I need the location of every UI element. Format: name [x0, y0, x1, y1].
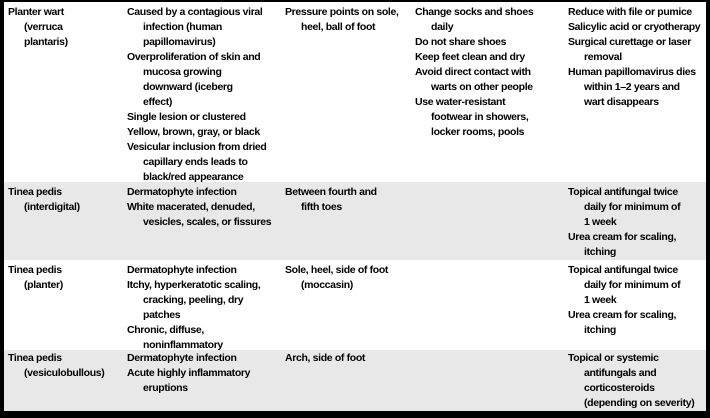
text-line: 1 week: [584, 294, 617, 306]
cell-entry: [568, 5, 706, 20]
cell-treatment: [564, 263, 706, 353]
cell-entry: [127, 323, 281, 353]
cell-entry: [127, 366, 281, 396]
cell-entry: [8, 351, 123, 381]
cell-entry: [285, 5, 411, 35]
cell-entry: [568, 351, 706, 411]
text-line: 1 week: [584, 216, 617, 228]
cell-entry: [127, 278, 281, 323]
text-line: Tinea pedis: [8, 186, 62, 198]
text-line: papillomavirus): [143, 36, 216, 48]
text-line: Use water-resistant: [415, 96, 506, 108]
text-line: Overproliferation of skin and: [127, 51, 261, 63]
text-line: Do not share shoes: [415, 36, 507, 48]
text-line: daily for minimum of: [584, 279, 681, 291]
cell-prevention: [411, 351, 564, 411]
text-line: patches: [143, 309, 181, 321]
cell-entry: [127, 140, 281, 185]
text-line: effect): [143, 96, 173, 108]
cell-entry: [285, 185, 411, 215]
cell-entry: [127, 263, 281, 278]
cell-entry: [8, 263, 123, 293]
cell-characteristics: [123, 263, 281, 353]
cell-location: [281, 5, 411, 185]
text-line: mucosa growing: [143, 66, 222, 78]
text-line: Dermatophyte infection: [127, 186, 237, 198]
text-line: Surgical curettage or laser: [568, 36, 692, 48]
text-line: corticosteroids: [584, 382, 655, 394]
cell-characteristics: [123, 185, 281, 260]
cell-entry: [568, 20, 706, 35]
text-line: Topical antifungal twice: [568, 264, 678, 276]
cell-entry: [415, 5, 564, 35]
text-line: Yellow, brown, gray, or black: [127, 126, 260, 138]
text-line: Dermatophyte infection: [127, 352, 237, 364]
cell-entry: [127, 185, 281, 200]
text-line: vesicles, scales, or fissures: [143, 216, 272, 228]
cell-entry: [8, 5, 123, 50]
text-line: Arch, side of foot: [285, 352, 366, 364]
text-line: black/red appearance: [143, 171, 244, 183]
table-row-tinea-pedis-interdigital: [4, 182, 706, 260]
cell-entry: [568, 230, 706, 260]
text-line: Tinea pedis: [8, 264, 62, 276]
text-line: Caused by a contagious viral: [127, 6, 263, 18]
cell-entry: [568, 185, 706, 230]
text-line: Sole, heel, side of foot: [285, 264, 389, 276]
text-line: Urea cream for scaling,: [568, 309, 677, 321]
cell-entry: [127, 125, 281, 140]
cell-entry: [127, 50, 281, 110]
table-row-planter-wart: [4, 2, 706, 182]
text-line: Dermatophyte infection: [127, 264, 237, 276]
cell-condition: [4, 5, 123, 185]
text-line: Single lesion or clustered: [127, 111, 246, 123]
text-line: Itchy, hyperkeratotic scaling,: [127, 279, 261, 291]
text-line: Pressure points on sole,: [285, 6, 399, 18]
cell-location: [281, 351, 411, 411]
text-line: heel, ball of foot: [301, 21, 376, 33]
text-line: warts on other people: [431, 81, 533, 93]
text-line: noninflammatory: [143, 339, 223, 351]
cell-treatment: [564, 5, 706, 185]
text-line: (vesiculobullous): [24, 367, 105, 379]
cell-entry: [127, 351, 281, 366]
text-line: Between fourth and: [285, 186, 377, 198]
cell-condition: [4, 185, 123, 260]
cell-entry: [127, 110, 281, 125]
text-line: within 1–2 years and: [584, 81, 680, 93]
cell-entry: [568, 65, 706, 110]
text-line: Salicylic acid or cryotherapy: [568, 21, 701, 33]
cell-entry: [285, 263, 411, 293]
cell-treatment: [564, 185, 706, 260]
text-line: Tinea pedis: [8, 352, 62, 364]
cell-characteristics: [123, 5, 281, 185]
cell-characteristics: [123, 351, 281, 411]
cell-entry: [415, 65, 564, 95]
cell-entry: [127, 5, 281, 50]
cell-entry: [415, 50, 564, 65]
table-row-tinea-pedis-planter: [4, 260, 706, 350]
text-line: Topical antifungal twice: [568, 186, 678, 198]
cell-entry: [285, 351, 411, 366]
text-line: Chronic, diffuse,: [127, 324, 204, 336]
text-line: Keep feet clean and dry: [415, 51, 525, 63]
text-line: downward (iceberg: [143, 81, 233, 93]
cell-entry: [568, 263, 706, 308]
text-line: Vesicular inclusion from dried: [127, 141, 267, 153]
text-line: (planter): [24, 279, 63, 291]
cell-treatment: [564, 351, 706, 411]
text-line: infection (human: [143, 21, 222, 33]
text-line: capillary ends leads to: [143, 156, 248, 168]
text-line: Acute highly inflammatory: [127, 367, 251, 379]
text-line: Topical or systemic: [568, 352, 659, 364]
text-line: Reduce with file or pumice: [568, 6, 692, 18]
text-line: daily for minimum of: [584, 201, 681, 213]
text-line: wart disappears: [584, 96, 659, 108]
text-line: White macerated, denuded,: [127, 201, 255, 213]
cell-entry: [415, 35, 564, 50]
cell-entry: [568, 308, 706, 338]
text-line: eruptions: [143, 382, 188, 394]
cell-condition: [4, 263, 123, 353]
text-line: (verruca: [24, 21, 63, 33]
text-line: footwear in showers,: [431, 111, 529, 123]
text-line: cracking, peeling, dry: [143, 294, 244, 306]
text-line: Planter wart: [8, 6, 64, 18]
text-line: Avoid direct contact with: [415, 66, 531, 78]
text-line: itching: [584, 246, 616, 258]
cell-prevention: [411, 263, 564, 353]
table-row-tinea-pedis-vesiculobullous: [4, 350, 706, 411]
text-line: fifth toes: [301, 201, 342, 213]
cell-entry: [568, 35, 706, 65]
cell-entry: [415, 95, 564, 140]
cell-condition: [4, 351, 123, 411]
cell-entry: [127, 200, 281, 230]
text-line: (moccasin): [301, 279, 353, 291]
text-line: daily: [431, 21, 454, 33]
text-line: itching: [584, 324, 616, 336]
text-line: Change socks and shoes: [415, 6, 534, 18]
cell-location: [281, 185, 411, 260]
text-line: (interdigital): [24, 201, 80, 213]
cell-prevention: [411, 185, 564, 260]
text-line: plantaris): [24, 36, 68, 48]
text-line: Urea cream for scaling,: [568, 231, 677, 243]
text-line: locker rooms, pools: [431, 126, 525, 138]
cell-location: [281, 263, 411, 353]
text-line: (depending on severity): [584, 397, 695, 409]
cell-entry: [8, 185, 123, 215]
text-line: Human papillomavirus dies: [568, 66, 696, 78]
cell-prevention: [411, 5, 564, 185]
text-line: antifungals and: [584, 367, 657, 379]
text-line: removal: [584, 51, 622, 63]
